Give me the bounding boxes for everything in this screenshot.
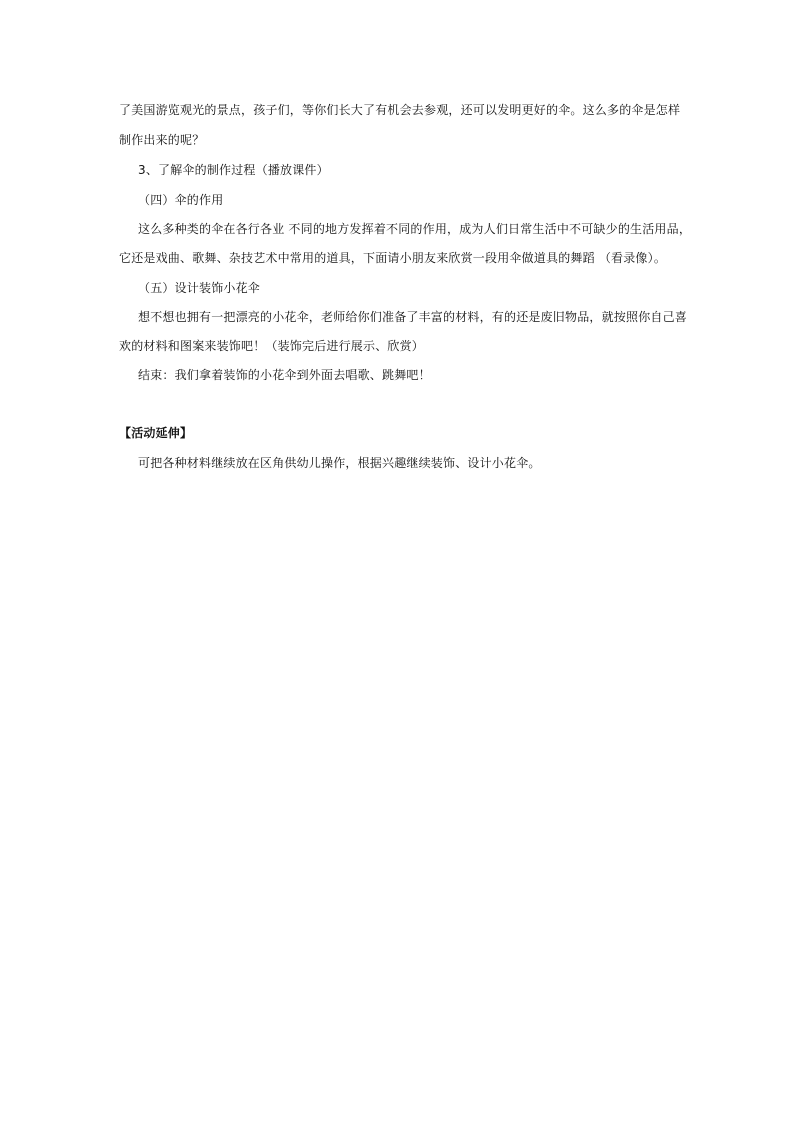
paragraph-line-2: 制作出来的呢？ <box>119 133 205 147</box>
paragraph-line-5: 想不想也拥有一把漂亮的小花伞，老师给你们准备了丰富的材料，有的还是废旧物品，就按照你自己喜 <box>138 310 688 324</box>
paragraph-line-3: 这么多种类的伞在各行各业 不同的地方发挥着不同的作用，成为人们日常生活中不可缺少的生活用品， <box>138 222 692 236</box>
section-heading-five: （五）设计装饰小花伞 <box>138 281 261 295</box>
section-heading-four: （四）伞的作用 <box>138 193 224 207</box>
step-heading-3: 3、了解伞的制作过程（播放课件） <box>138 163 329 177</box>
activity-extension-text: 可把各种材料继续放在区角供幼儿操作，根据兴趣继续装饰、设计小花伞。 <box>138 456 541 470</box>
paragraph-line-1: 了美国游览观光的景点，孩子们，等你们长大了有机会去参观，还可以发明更好的伞。这么多的伞是怎样 <box>119 103 681 117</box>
paragraph-line-6: 欢的材料和图案来装饰吧！（装饰完后进行展示、欣赏） <box>119 339 425 353</box>
paragraph-line-4: 它还是戏曲、歌舞、杂技艺术中常用的道具，下面请小朋友来欣赏一段用伞做道具的舞蹈 （看录像）。 <box>119 251 667 265</box>
conclusion-line: 结束：我们拿着装饰的小花伞到外面去唱歌、跳舞吧！ <box>138 368 431 382</box>
activity-extension-heading: 【活动延伸】 <box>119 426 193 440</box>
